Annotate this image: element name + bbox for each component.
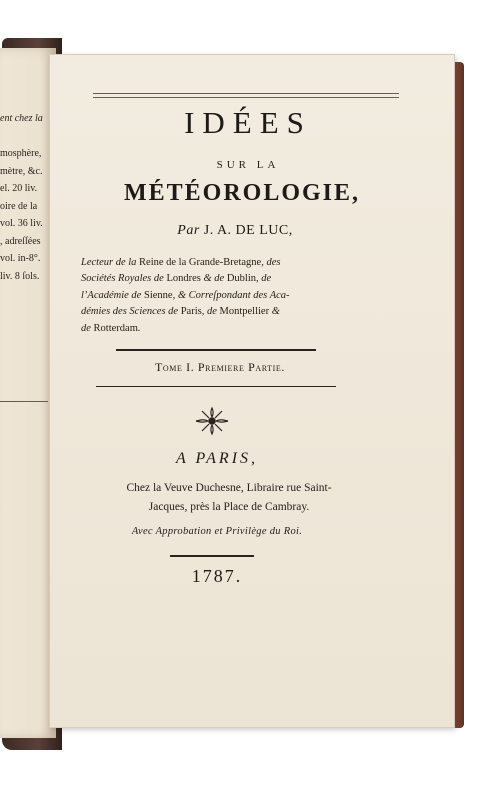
author-credentials xyxy=(81,255,393,337)
credentials-run: Dublin xyxy=(226,273,256,285)
credentials-run: Reine de la Grande-Bretagne xyxy=(139,257,262,268)
credentials-run: Montpellier xyxy=(219,306,270,318)
left-page-line xyxy=(0,128,37,146)
left-page-line: ent chez la xyxy=(0,113,43,124)
credentials-run: Lecteur de la xyxy=(81,257,140,268)
credentials-run: , des xyxy=(261,257,281,268)
credentials-run: , de xyxy=(201,306,220,318)
left-page xyxy=(0,48,56,738)
credentials-run: Rotterdam xyxy=(93,322,138,334)
credentials-run: l’Académie de xyxy=(81,289,144,301)
left-page-line: el. 20 liv. xyxy=(0,183,38,194)
top-rule xyxy=(93,93,399,98)
publisher-line-2: Jacques, près la Place de Cambray. xyxy=(148,501,310,513)
author-name: J. A. DE LUC, xyxy=(203,223,293,238)
credentials-line xyxy=(81,255,393,271)
credentials-run: Sociétés Royales de xyxy=(81,273,167,285)
author-line xyxy=(40,223,430,239)
flower-ornament-icon xyxy=(194,407,230,435)
credentials-run: de xyxy=(81,322,94,334)
left-page-divider xyxy=(0,401,48,402)
credentials-run: . xyxy=(137,322,141,334)
tome-label: Tome I. Premiere Partie. xyxy=(154,360,286,374)
left-page-line: mètre, &c. xyxy=(0,165,43,177)
title-page xyxy=(50,55,454,727)
credentials-line xyxy=(81,304,393,320)
credentials-line xyxy=(81,271,393,287)
rule-below-tome xyxy=(96,386,336,387)
left-page-line: , adreſſées xyxy=(0,235,41,247)
rule-above-tome xyxy=(116,349,316,351)
credentials-run: Sienne xyxy=(143,289,173,301)
left-page-line: oire de la xyxy=(0,200,38,212)
year: 1787. xyxy=(191,566,243,586)
credentials-run: Londres xyxy=(166,273,201,285)
credentials-run: démies des Sciences de xyxy=(81,306,181,318)
publisher xyxy=(69,479,389,517)
title: IDÉES xyxy=(184,105,312,140)
left-page-line: vol. in-8°. xyxy=(0,253,41,264)
publisher-line-1: Chez la Veuve Duchesne, Libraire rue Saint- xyxy=(126,482,332,494)
credentials-run: & de xyxy=(200,273,227,285)
credentials-line xyxy=(81,288,393,304)
sur-la: SUR LA xyxy=(216,159,280,171)
credentials-line xyxy=(81,321,393,337)
privilege: Avec Approbation et Privilège du Roi. xyxy=(131,526,303,537)
credentials-run: , de xyxy=(255,273,272,285)
subject-title: MÉTÉOROLOGIE, xyxy=(123,180,361,206)
left-page-line: vol. 36 liv. xyxy=(0,218,43,229)
left-page-line: mosphère, xyxy=(0,148,42,159)
credentials-run: , & Correſpondant des Aca- xyxy=(172,289,290,301)
left-page-line: liv. 8 ſols. xyxy=(0,270,40,282)
rule-above-year xyxy=(170,555,254,557)
author-prefix: Par xyxy=(177,223,200,238)
place: A PARIS, xyxy=(175,450,259,467)
credentials-run: Paris xyxy=(180,306,202,318)
credentials-run: & xyxy=(269,306,280,318)
